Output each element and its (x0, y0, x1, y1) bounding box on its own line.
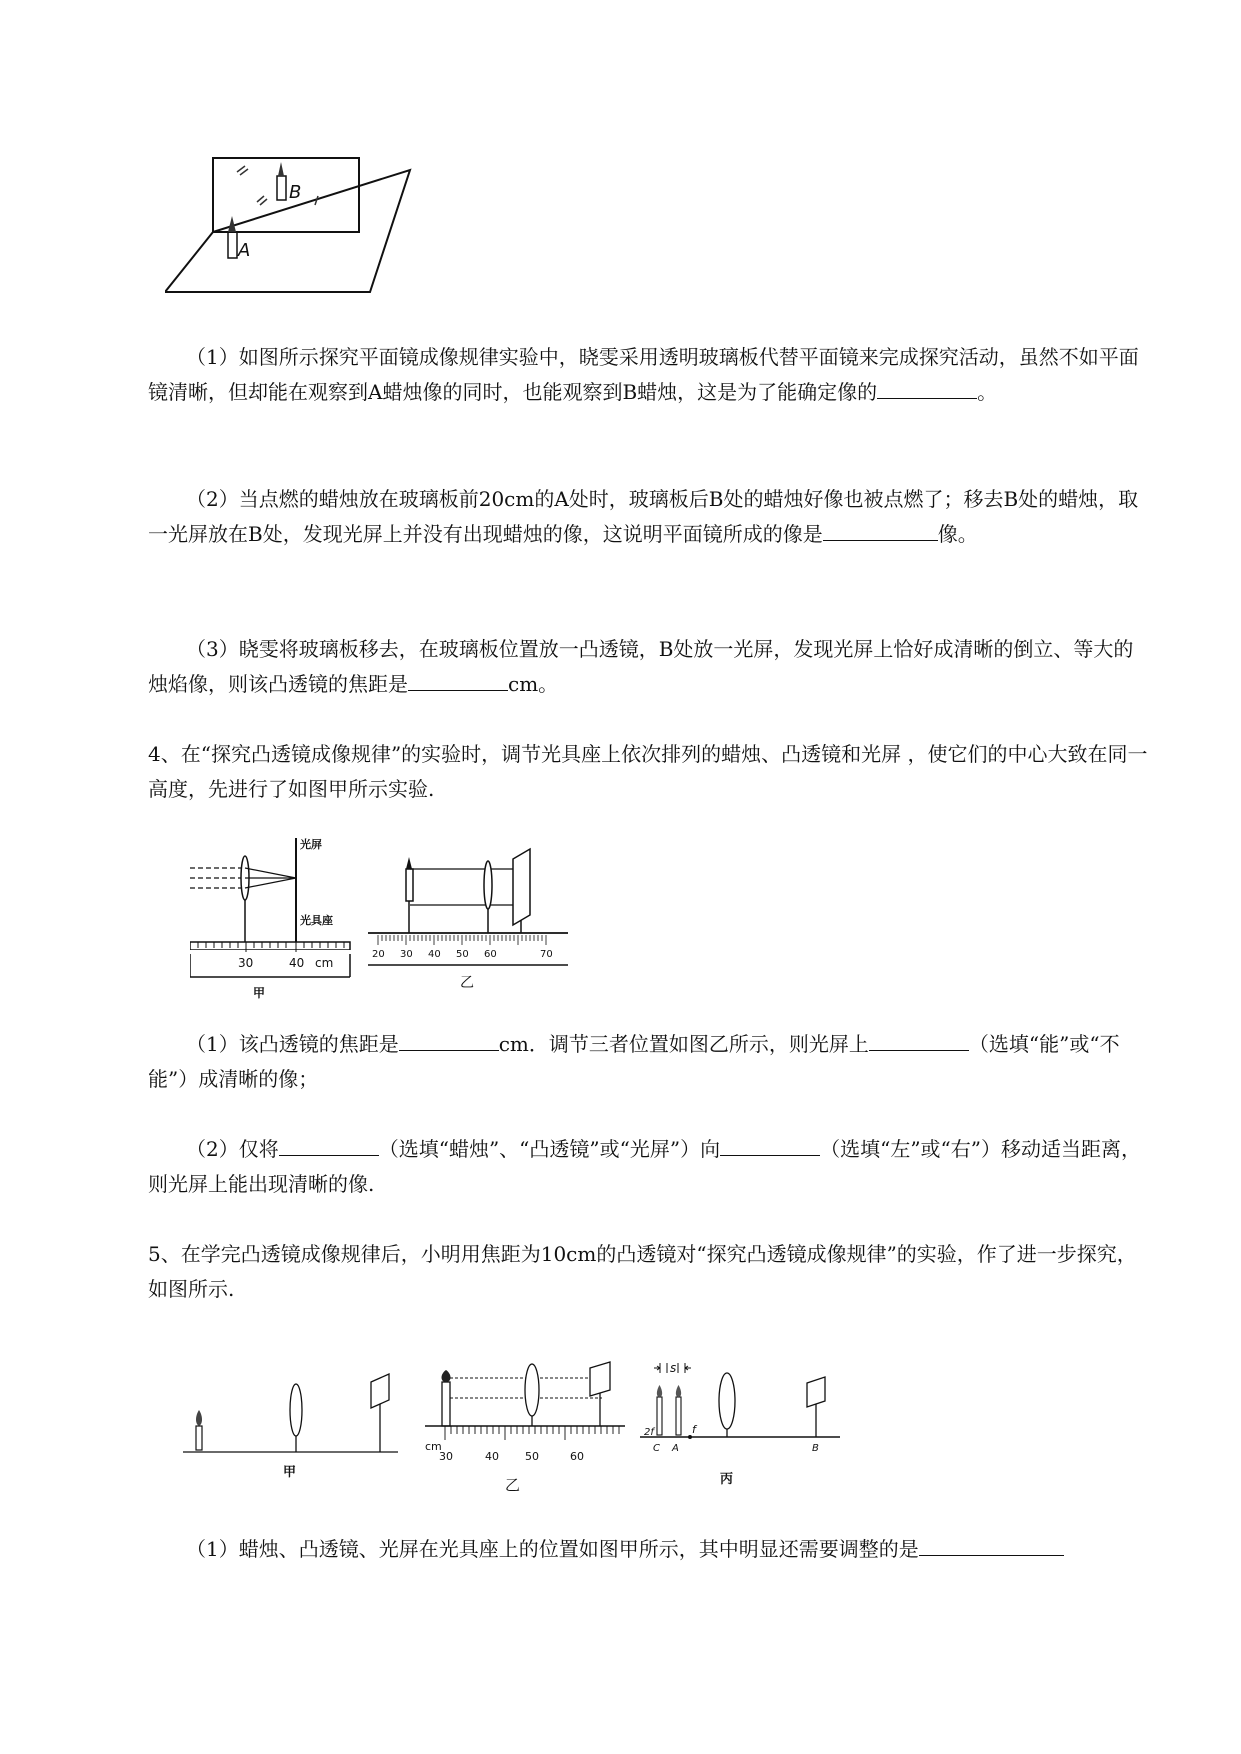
tick-40: 40 (485, 1450, 499, 1463)
q4-figure-jia (190, 830, 355, 950)
tick-30: 30 (400, 949, 413, 960)
q5-figure-yi (425, 1360, 625, 1495)
unit-cm: cm (425, 1440, 442, 1453)
tick-20: 20 (372, 949, 385, 960)
q4-part1: （1）该凸透镜的焦距是 cm．调节三者位置如图乙所示，则光屏上 （选填“能”或“不能”）成清晰的像； (148, 1027, 1148, 1097)
answer-blank[interactable] (919, 1533, 1064, 1556)
tick-60: 60 (484, 949, 497, 960)
s-label: s (670, 1361, 677, 1375)
tick-30: 30 (238, 956, 254, 970)
tick-50: 50 (525, 1450, 539, 1463)
q5-stem: 5、在学完凸透镜成像规律后，小明用焦距为10cm的凸透镜对“探究凸透镜成像规律”的实验，作了进一步探究，如图所示. (148, 1242, 1137, 1301)
tick-40: 40 (428, 949, 441, 960)
tick-60: 60 (570, 1450, 584, 1463)
answer-blank[interactable] (279, 1133, 379, 1156)
answer-blank[interactable] (720, 1133, 820, 1156)
screen-label: 光屏 (300, 838, 322, 851)
answer-blank[interactable] (399, 1028, 499, 1051)
unit-cm: cm (315, 956, 334, 970)
tick-40: 40 (289, 956, 305, 970)
bench-label: 光具座 (300, 914, 333, 927)
q4-ruler-jia (190, 942, 355, 1002)
q5-part1: （1）蜡烛、凸透镜、光屏在光具座上的位置如图甲所示，其中明显还需要调整的是 (148, 1532, 1148, 1567)
q5-figure-jia (183, 1360, 398, 1480)
tick-50: 50 (456, 949, 469, 960)
tick-30: 30 (439, 1450, 453, 1463)
c-label: C (653, 1443, 660, 1454)
answer-blank[interactable] (869, 1028, 969, 1051)
q3-part2: （2）当点燃的蜡烛放在玻璃板前20cm的A处时，玻璃板后B处的蜡烛好像也被点燃了；移去B处的蜡烛，取一光屏放在B处，发现光屏上并没有出现蜡烛的像，这说明平面镜所成的像是 像。 (148, 487, 1139, 546)
q4-part2: （2）仅将 （选填“蜡烛”、“凸透镜”或“光屏”）向 （选填“左”或“右”）移动适当距离，则光屏上能出现清晰的像. (148, 1132, 1148, 1202)
tick-70: 70 (540, 949, 553, 960)
q3-part3: （3）晓雯将玻璃板移去，在玻璃板位置放一凸透镜，B处放一光屏，发现光屏上恰好成清晰的倒立、等大的烛焰像，则该凸透镜的焦距是 cm。 (148, 637, 1134, 696)
caption-jia: 甲 (253, 986, 266, 1000)
f-label: f (692, 1423, 696, 1436)
q4-stem: 4、在“探究凸透镜成像规律”的实验时，调节光具座上依次排列的蜡烛、凸透镜和光屏 ，使它们的中心大致在同一高度，先进行了如图甲所示实验. (148, 742, 1148, 801)
b-label: B (812, 1443, 819, 1454)
caption-jia: 甲 (283, 1465, 297, 1480)
caption-yi: 乙 (505, 1476, 521, 1494)
a-label: A (672, 1443, 679, 1454)
label-b: B (289, 182, 302, 203)
q3-part1: （1）如图所示探究平面镜成像规律实验中，晓雯采用透明玻璃板代替平面镜来完成探究活动，虽然不如平面镜清晰，但却能在观察到A蜡烛像的同时，也能观察到B蜡烛，这是为了能确定像的 。 (148, 345, 1139, 404)
label-a: A (238, 240, 251, 261)
caption-yi: 乙 (460, 975, 474, 991)
q5-figure-bing (640, 1355, 840, 1490)
q4-figure-yi (368, 845, 568, 995)
two-f-label: 2f (644, 1427, 654, 1438)
plane-mirror-figure (165, 150, 425, 300)
answer-blank[interactable] (408, 668, 508, 691)
answer-blank[interactable] (877, 376, 977, 399)
caption-bing: 丙 (720, 1472, 734, 1487)
answer-blank[interactable] (823, 518, 938, 541)
